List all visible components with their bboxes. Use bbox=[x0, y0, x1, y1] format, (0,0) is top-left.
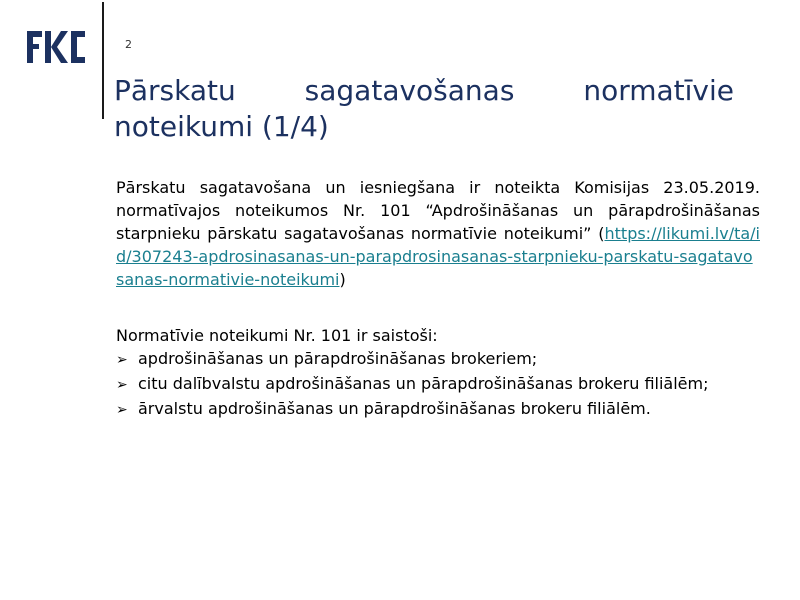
slide-title-line-2: noteikumi (1/4) bbox=[114, 110, 329, 143]
list-item bbox=[116, 397, 786, 422]
fktk-logo-icon bbox=[27, 27, 85, 65]
intro-paragraph-text bbox=[116, 176, 760, 291]
title-word-1: Pārskatu bbox=[114, 74, 236, 107]
intro-paragraph bbox=[116, 176, 760, 291]
paragraph-text-before-link: Pārskatu sagatavošana un iesniegšana ir noteikta Komisijas 23.05.2019. normatīvajos noteikumos Nr. 101 “Apdrošināšanas un pārapdrošināšanas starpnieku pārskatu sagatavošanas normatīvie noteikumi” ( bbox=[116, 178, 760, 243]
list-intro: Normatīvie noteikumi Nr. 101 ir saistoši: bbox=[116, 326, 438, 345]
likumi-link[interactable]: https://likumi.lv/ta/id/307243-apdrosinasanas-un-parapdrosinasanas-starpnieku-parskatu-sagatavosanas-normativie-noteikumi bbox=[116, 224, 760, 289]
arrow-bullet-icon: ➢ bbox=[116, 402, 128, 418]
header-divider bbox=[102, 2, 104, 119]
slide-title bbox=[114, 73, 734, 145]
slide-title-line-1 bbox=[114, 73, 734, 109]
title-word-2: sagatavošanas bbox=[304, 74, 515, 107]
applicability-list bbox=[116, 324, 786, 422]
list-item-text: apdrošināšanas un pārapdrošināšanas brokeriem; bbox=[138, 349, 538, 368]
fktk-logo bbox=[27, 27, 85, 65]
arrow-bullet-icon: ➢ bbox=[116, 352, 128, 368]
list-item bbox=[116, 372, 786, 397]
title-word-3: normatīvie bbox=[583, 74, 734, 107]
paragraph-text-after-link: ) bbox=[339, 270, 346, 289]
page-number: 2 bbox=[125, 38, 132, 51]
bullet-list bbox=[116, 347, 786, 422]
list-item bbox=[116, 347, 786, 372]
arrow-bullet-icon: ➢ bbox=[116, 377, 128, 393]
list-item-text: citu dalībvalstu apdrošināšanas un pārapdrošināšanas brokeru filiālēm; bbox=[138, 374, 709, 393]
list-item-text: ārvalstu apdrošināšanas un pārapdrošināšanas brokeru filiālēm. bbox=[138, 399, 651, 418]
